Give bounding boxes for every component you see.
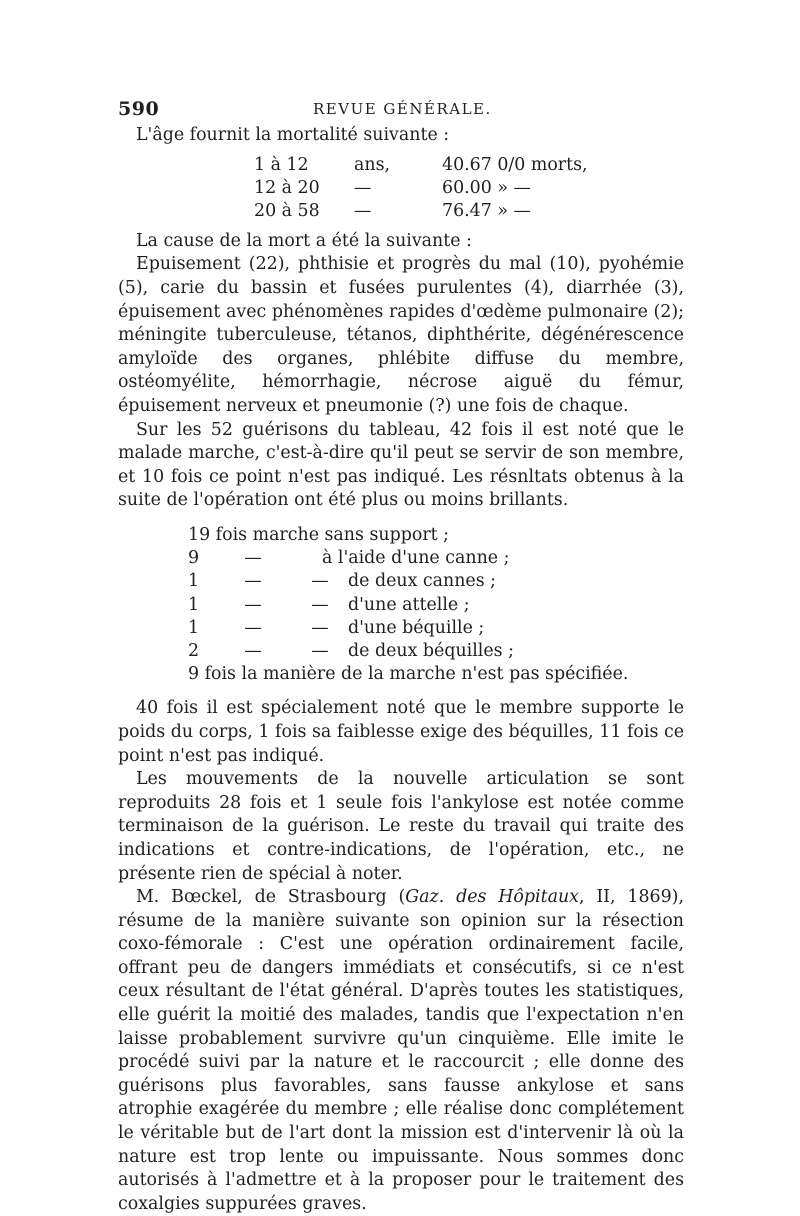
ditto-mark: — <box>311 617 329 638</box>
boeckel-before: M. Bœckel, de Strasbourg ( <box>136 887 406 908</box>
marche-text: de deux cannes ; <box>348 571 497 592</box>
marche-row <box>188 663 684 686</box>
marche-count: 1 <box>188 617 200 638</box>
age-range: 1 à 12 <box>254 154 309 175</box>
marche-row <box>188 640 684 663</box>
age-unit: — <box>354 178 372 198</box>
age-row <box>254 200 684 223</box>
age-range: 20 à 58 <box>254 201 320 222</box>
boeckel-paragraph <box>118 886 684 1216</box>
running-title: REVUE GÉNÉRALE. <box>313 100 492 118</box>
marche-row <box>188 594 684 617</box>
ditto-mark: — <box>311 571 329 592</box>
marche-count: 1 <box>188 571 200 592</box>
page-number: 590 <box>118 98 160 120</box>
marche-count: 9 <box>188 548 200 569</box>
ditto-mark: — <box>244 594 262 615</box>
intro-age: L'âge fournit la mortalité suivante : <box>136 125 450 145</box>
marche-row <box>188 617 684 640</box>
age-mortality-table <box>254 154 684 224</box>
marche-count: 2 <box>188 640 200 661</box>
marche-row <box>188 547 684 570</box>
age-row <box>254 177 684 200</box>
guerisons-paragraph: Sur les 52 guérisons du tableau, 42 fois il est noté que le malade marche, c'est-à-dire qu'il peut se servir de son membre, et 10 fois ce point n'est pas indiqué. Les résnltats obtenus à la suite de l'opération ont été plus ou moins brillants. <box>118 419 684 511</box>
page-body <box>118 124 684 1216</box>
page-header <box>118 98 684 124</box>
ditto-mark: — <box>244 548 262 569</box>
age-range: 12 à 20 <box>254 178 320 198</box>
marche-list <box>188 524 684 686</box>
age-unit: ans, <box>354 154 391 175</box>
marche-text: 19 fois marche sans support ; <box>188 524 450 545</box>
age-value: 40.67 0/0 morts, <box>442 154 588 175</box>
ditto-mark: — <box>244 640 262 661</box>
age-row <box>254 154 684 177</box>
intro-cause: La cause de la mort a été la suivante : <box>136 230 472 251</box>
age-unit: — <box>354 201 372 222</box>
mouvements-paragraph: Les mouvements de la nouvelle articulation se sont reproduits 28 fois et 1 seule fois l'ankylose est notée comme terminaison de la guérison. Le reste du travail qui traite des indications et contre-indications, de l'opération, etc., ne présente rien de spécial à noter. <box>118 769 684 884</box>
marche-row <box>188 524 684 547</box>
marche-count: 1 <box>188 594 200 615</box>
marche-row <box>188 570 684 593</box>
cause-paragraph: Epuisement (22), phthisie et progrès du mal (10), pyohémie (5), carie du bassin et fusées purulentes (4), diarrhée (3), épuisement avec phénomènes rapides d'œdème pulmonaire (2); méningite tuberculeuse, tétanos, diphthérite, dégénérescence amyloïde des organes, phlébite diffuse du membre, ostéomyélite, hémorrhagie, nécrose aiguë du fémur, épuisement nerveux et pneumonie (?) une fois de chaque. <box>118 254 684 416</box>
ditto-mark: — <box>311 594 329 615</box>
ditto-mark: — <box>311 640 329 661</box>
ditto-mark: — <box>244 617 262 638</box>
journal-title: Gaz. des Hôpitaux <box>405 887 579 908</box>
marche-text: à l'aide d'une canne ; <box>322 548 510 569</box>
marche-text: 9 fois la manière de la marche n'est pas spécifiée. <box>188 664 629 685</box>
poids-paragraph: 40 fois il est spécialement noté que le membre supporte le poids du corps, 1 fois sa faiblesse exige des béquilles, 11 fois ce point n'est pas indiqué. <box>118 698 684 766</box>
ditto-mark: — <box>244 571 262 592</box>
marche-text: d'une béquille ; <box>348 617 485 638</box>
age-value: 60.00 » — <box>442 178 531 198</box>
marche-text: d'une attelle ; <box>348 594 470 615</box>
boeckel-after: , II, 1869), résume de la manière suivante son opinion sur la résection coxo-fémorale : C'est une opération ordinairement facile, offrant peu de dangers immédiats et consécutifs, si ce n'est ceux résultant de l'état général. D'après toutes les statistiques, elle guérit la moitié des malades, tandis que l'expectation n'en laisse probablement survivre qu'un cinquième. Elle imite le procédé suivi par la nature et le raccourcit ; elle donne des guérisons plus favorables, sans fausse ankylose et sans atrophie exagérée du membre ; elle réalise donc complétement le véritable but de l'art dont la mission est d'intervenir là où la nature est trop lente ou impuissante. Nous sommes donc autorisés à l'admettre et à la proposer pour le traitement des coxalgies suppurées graves. <box>118 887 684 1214</box>
marche-text: de deux béquilles ; <box>348 640 514 661</box>
age-value: 76.47 » — <box>442 201 531 222</box>
